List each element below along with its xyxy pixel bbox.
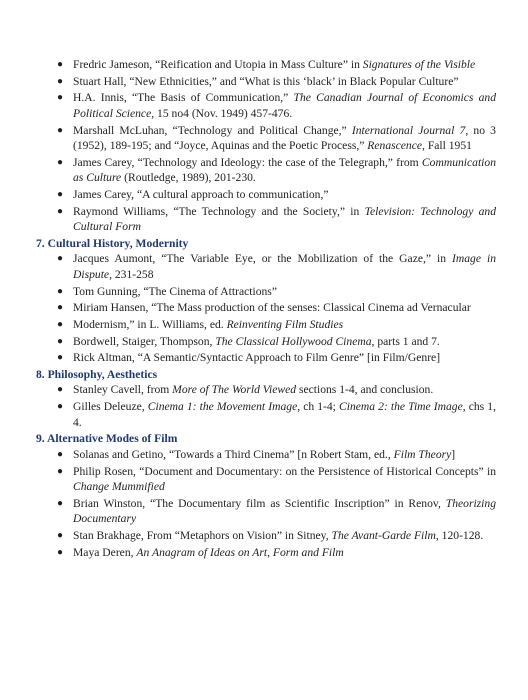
- citation-text: (Routledge, 1989), 201-230.: [121, 171, 256, 185]
- citation-text: , 120-128.: [435, 528, 484, 542]
- bullet-icon: ●: [57, 285, 64, 297]
- bullet-icon: ●: [57, 302, 64, 314]
- citation-title: Reinventing Film Studies: [226, 317, 344, 331]
- citation-title: International Journal 7: [351, 123, 466, 137]
- citation-title: Cinema 2: the Time Image: [339, 400, 463, 414]
- citation-title: An Anagram of Ideas on Art, Form and Film: [136, 545, 344, 559]
- citation-title: The Canadian Journal of Economics and Political Science: [73, 91, 496, 120]
- citation-text: H.A. Innis, “The Basis of Communication,”: [73, 91, 294, 105]
- bullet-icon: ●: [57, 253, 64, 265]
- reading-section: [36, 57, 496, 235]
- reading-list-item: [36, 464, 496, 495]
- bullet-icon: ●: [57, 497, 64, 509]
- citation-text: Brian Winston, “The Documentary film as Scientific Inscription” in Renov,: [73, 496, 446, 510]
- citation-text: Marshall McLuhan, “Technology and Political Change,”: [73, 123, 352, 137]
- citation-text: Tom Gunning, “The Cinema of Attractions”: [73, 284, 277, 298]
- citation-text: sections 1-4, and conclusion.: [296, 383, 434, 397]
- reading-list-item: [36, 57, 496, 73]
- citation-title: Cinema 1: the Movement Image: [147, 400, 298, 414]
- reading-list-item: [36, 123, 496, 154]
- reading-list: [36, 382, 496, 430]
- section-heading: 9. Alternative Modes of Film: [36, 432, 178, 446]
- bullet-icon: ●: [57, 75, 64, 87]
- bullet-icon: ●: [57, 384, 64, 396]
- citation-title: Television: Technology and Cultural Form: [73, 204, 497, 234]
- citation-text: ]: [451, 447, 456, 461]
- bullet-icon: ●: [57, 205, 64, 217]
- citation-title: More of The World Viewed: [172, 383, 297, 397]
- reading-list-item: [36, 350, 496, 366]
- citation-title: The Classical Hollywood Cinema: [215, 334, 372, 348]
- reading-list-item: [36, 447, 496, 463]
- citation-text: Bordwell, Staiger, Thompson,: [73, 334, 216, 348]
- citation-text: James Carey, “Technology and Ideology: the case of the Telegraph,” from: [73, 155, 422, 169]
- citation-title: The Avant-Garde Film: [331, 528, 436, 542]
- bullet-icon: ●: [57, 529, 64, 541]
- citation-title: Image in Dispute: [73, 252, 497, 281]
- citation-text: , chs 1, 4.: [73, 400, 496, 429]
- citation-text: Philip Rosen, “Document and Documentary: on the Persistence of Historical Concepts” in: [73, 464, 496, 478]
- bullet-icon: ●: [57, 188, 64, 200]
- citation-text: Solanas and Getino, “Towards a Third Cinema” [n Robert Stam, ed.,: [73, 447, 394, 461]
- bullet-icon: ●: [57, 156, 64, 168]
- reading-list-item: [36, 90, 496, 121]
- bullet-icon: ●: [57, 124, 64, 136]
- citation-text: James Carey, “A cultural approach to communication,”: [73, 187, 329, 201]
- citation-text: Stan Brakhage, From “Metaphors on Vision” in Sitney,: [73, 528, 332, 542]
- bullet-icon: ●: [57, 318, 64, 330]
- citation-text: , ch 1-4;: [297, 400, 339, 414]
- bullet-icon: ●: [57, 546, 64, 558]
- bullet-icon: ●: [57, 401, 64, 413]
- reading-list-item: [36, 300, 496, 316]
- citation-text: , 15 no4 (Nov. 1949) 457-476.: [151, 106, 293, 120]
- reading-section: [36, 431, 496, 560]
- citation-title: Film Theory: [393, 447, 452, 461]
- section-heading: 7. Cultural History, Modernity: [36, 236, 189, 250]
- section-heading: 8. Philosophy, Aesthetics: [36, 367, 158, 381]
- reading-list: [36, 447, 496, 560]
- bullet-icon: ●: [57, 352, 64, 364]
- bullet-icon: ●: [57, 59, 64, 70]
- reading-list-item: [36, 187, 496, 203]
- citation-text: , no 3 (1952), 189-195; and “Joyce, Aquinas and the Poetic Process,”: [73, 123, 496, 153]
- reading-list-item: [36, 204, 496, 235]
- bullet-icon: ●: [57, 335, 64, 347]
- citation-text: Fredric Jameson, “Reification and Utopia in Mass Culture” in: [73, 58, 363, 71]
- reading-list-item: [36, 284, 496, 300]
- reading-list-item: [36, 334, 496, 350]
- citation-title: Renascence: [367, 139, 423, 153]
- reading-list-item: [36, 317, 496, 333]
- reading-list-item: [36, 528, 496, 544]
- citation-text: Miriam Hansen, “The Mass production of the senses: Classical Cinema ad Vernacular: [73, 301, 471, 315]
- citation-text: Maya Deren,: [73, 545, 137, 559]
- citation-text: Stanley Cavell, from: [73, 383, 173, 397]
- bullet-icon: ●: [57, 92, 64, 104]
- reading-list-item: [36, 74, 496, 90]
- reading-list: [36, 251, 496, 365]
- reading-list-item: [36, 545, 496, 561]
- bullet-icon: ●: [57, 448, 64, 460]
- citation-title: Signatures of the Visible: [362, 58, 476, 71]
- bullet-icon: ●: [57, 465, 64, 477]
- citation-text: Raymond Williams, “The Technology and the Society,” in: [73, 204, 365, 218]
- reading-section: [36, 367, 496, 430]
- citation-title: Communication as Culture: [73, 155, 496, 185]
- reading-list-item: [36, 251, 496, 282]
- reading-list-item: [36, 155, 496, 186]
- citation-text: Gilles Deleuze,: [73, 400, 148, 414]
- citation-text: , parts 1 and 7.: [371, 334, 440, 348]
- reading-list: [36, 57, 496, 235]
- citation-text: Rick Altman, “A Semantic/Syntactic Approach to Film Genre” [in Film/Genre]: [73, 351, 441, 365]
- citation-text: Stuart Hall, “New Ethnicities,” and “What is this ‘black’ in Black Popular Culture”: [73, 74, 459, 88]
- citation-text: , Fall 1951: [422, 139, 472, 153]
- reading-list-item: [36, 496, 496, 527]
- citation-title: Theorizing Documentary: [73, 496, 496, 526]
- reading-section: [36, 236, 496, 366]
- citation-text: , 231-258: [109, 267, 154, 281]
- citation-title: Change Mummified: [73, 480, 165, 493]
- reading-list-item: [36, 399, 496, 430]
- citation-text: Jacques Aumont, “The Variable Eye, or the Mobilization of the Gaze,” in: [73, 252, 453, 266]
- reading-list-item: [36, 382, 496, 398]
- citation-text: Modernism,” in L. Williams, ed.: [73, 317, 227, 331]
